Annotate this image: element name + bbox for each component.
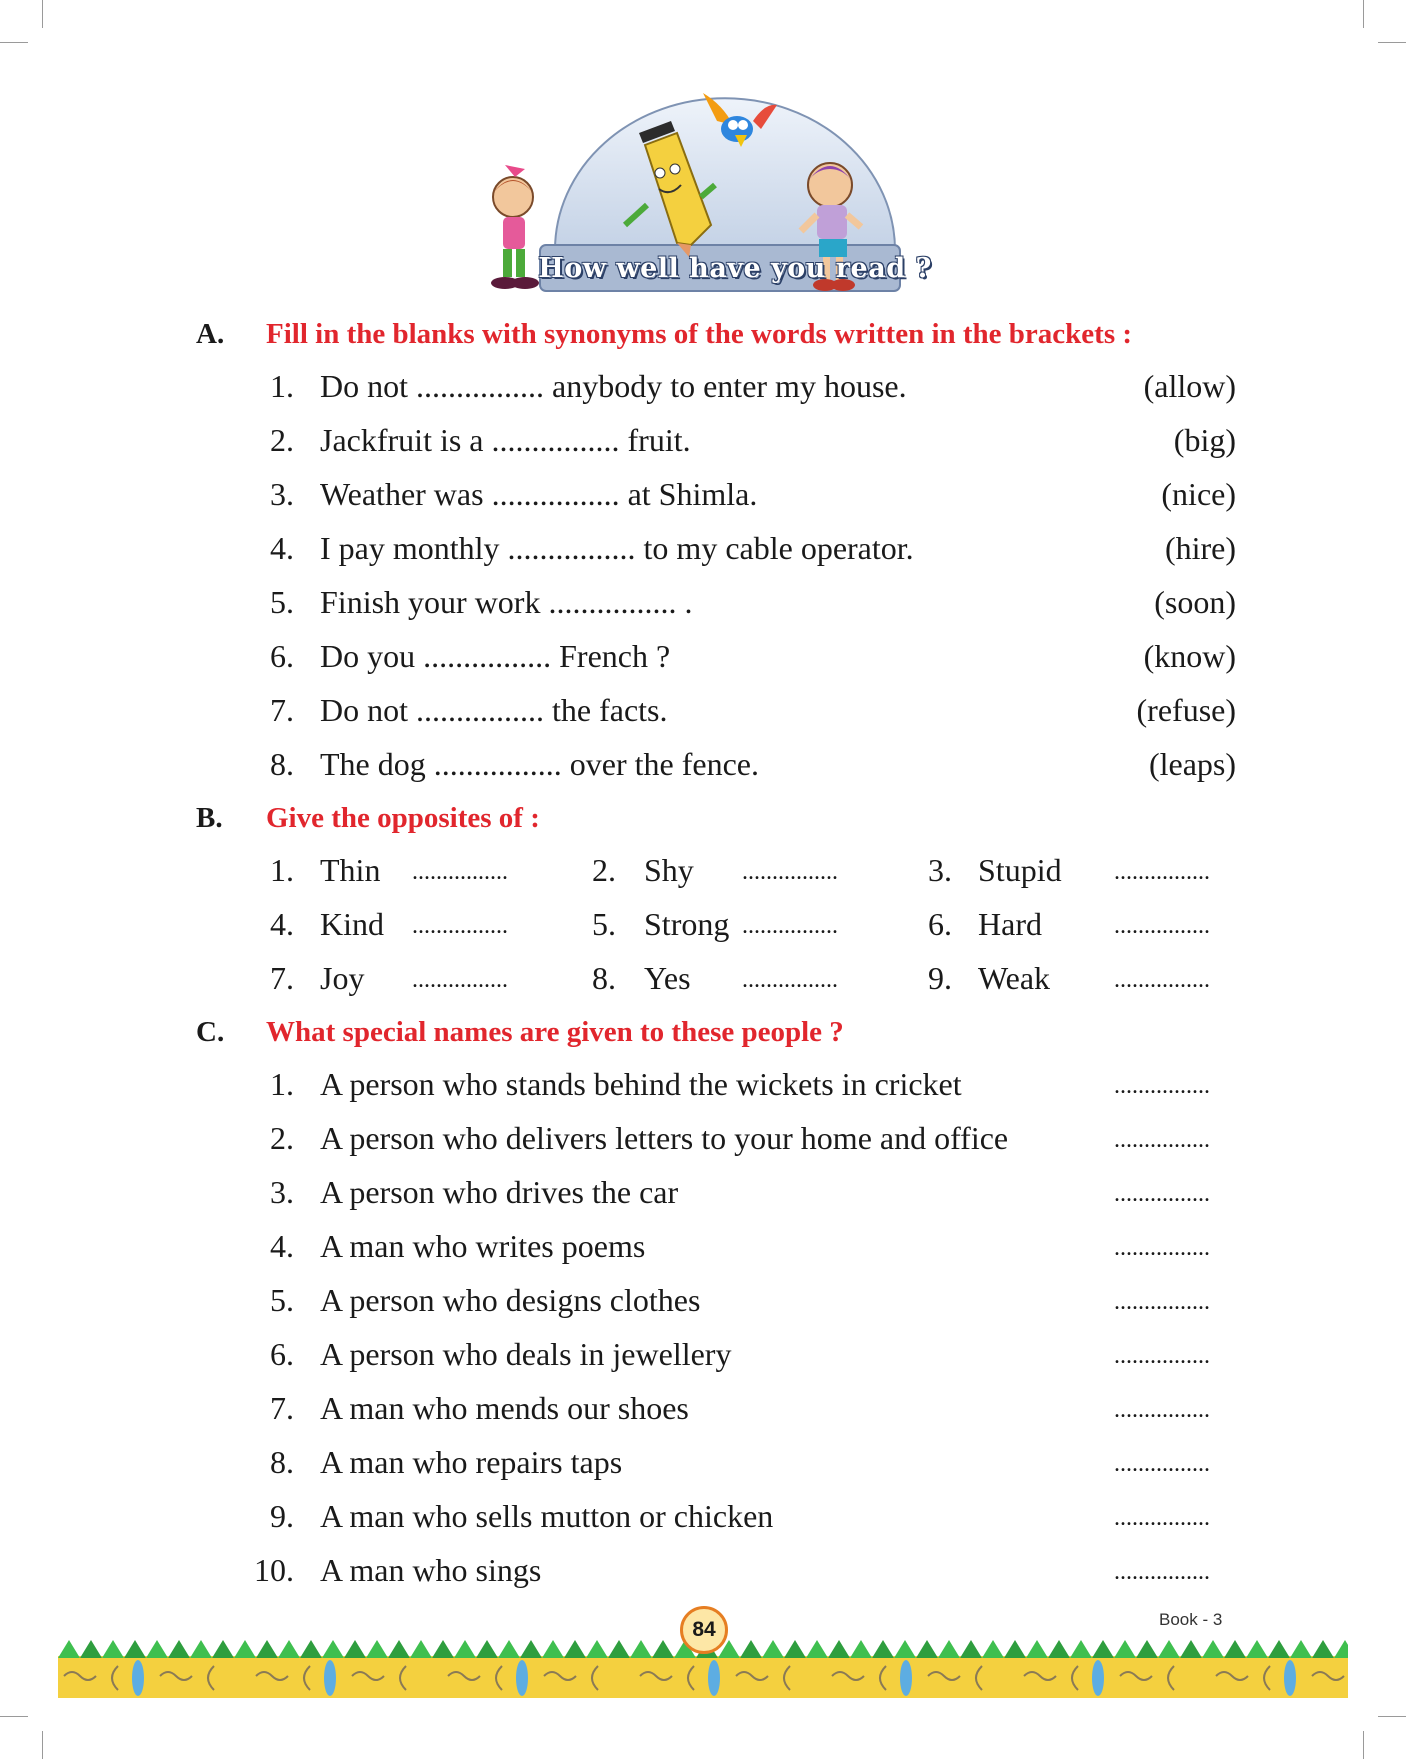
tree-icon <box>1004 1640 1026 1658</box>
list-item-number: 7. <box>270 692 294 728</box>
tree-icon <box>652 1640 674 1658</box>
tree-icon <box>58 1640 80 1658</box>
list-item-number: 2. <box>270 1120 294 1156</box>
tree-icon <box>1114 1640 1136 1658</box>
tree-icon <box>542 1640 564 1658</box>
list-item-text: A person who drives the car <box>320 1174 679 1210</box>
list-item-number: 7. <box>270 1390 294 1426</box>
opposite-item-number: 4. <box>270 906 294 942</box>
tree-icon <box>938 1640 960 1658</box>
tree-icon <box>1268 1640 1290 1658</box>
list-item-number: 5. <box>270 1282 294 1318</box>
opposite-item-blank: ................ <box>412 967 508 993</box>
list-item-text: The dog ................ over the fence. <box>320 746 759 782</box>
tree-icon <box>1334 1640 1348 1658</box>
list-item-text: Do not ................ the facts. <box>320 692 668 728</box>
tree-icon <box>850 1640 872 1658</box>
list-item-text: A person who delivers letters to your home and office <box>320 1120 1009 1156</box>
opposite-item-word: Shy <box>644 852 694 888</box>
opposite-item-blank: ................ <box>412 913 508 939</box>
water-shape <box>708 1660 720 1696</box>
girl-icon <box>491 165 539 289</box>
list-item-number: 4. <box>270 530 294 566</box>
list-item-hint: (big) <box>1173 422 1236 458</box>
tree-icon <box>454 1640 476 1658</box>
list-item-text: A man who writes poems <box>320 1228 646 1264</box>
tree-icon <box>784 1640 806 1658</box>
section-c-letter: C. <box>196 1016 225 1048</box>
list-item-text: Jackfruit is a ................ fruit. <box>320 422 691 458</box>
tree-icon <box>1048 1640 1070 1658</box>
tree-icon <box>278 1640 300 1658</box>
section-b-letter: B. <box>196 802 223 834</box>
list-item-text: A person who stands behind the wickets in cricket <box>320 1066 962 1102</box>
tree-icon <box>1290 1640 1312 1658</box>
opposite-item-blank: ................ <box>742 913 838 939</box>
water-shape <box>1284 1660 1296 1696</box>
crop-mark <box>1378 42 1406 43</box>
list-item-number: 8. <box>270 1444 294 1480</box>
tree-icon <box>982 1640 1004 1658</box>
tree-icon <box>146 1640 168 1658</box>
opposite-item-blank: ................ <box>1114 859 1210 885</box>
tree-icon <box>1136 1640 1158 1658</box>
tree-icon <box>520 1640 542 1658</box>
tree-icon <box>256 1640 278 1658</box>
opposite-item-number: 7. <box>270 960 294 996</box>
opposite-item-word: Strong <box>644 906 730 942</box>
list-item-text: A man who sells mutton or chicken <box>320 1498 774 1534</box>
tree-icon <box>498 1640 520 1658</box>
tree-icon <box>322 1640 344 1658</box>
opposite-item-word: Weak <box>978 960 1051 996</box>
tree-icon <box>740 1640 762 1658</box>
list-item-blank: ................ <box>1114 1181 1210 1207</box>
list-item-number: 2. <box>270 422 294 458</box>
list-item-text: I pay monthly ................ to my cable operator. <box>320 530 914 566</box>
crop-mark <box>42 1731 43 1759</box>
opposite-item-word: Thin <box>320 852 381 888</box>
tree-icon <box>916 1640 938 1658</box>
list-item-hint: (nice) <box>1161 476 1236 512</box>
list-item-blank: ................ <box>1114 1289 1210 1315</box>
opposite-item-word: Hard <box>978 906 1042 942</box>
list-item-blank: ................ <box>1114 1343 1210 1369</box>
opposite-item-number: 9. <box>928 960 952 996</box>
water-shape <box>1092 1660 1104 1696</box>
tree-icon <box>894 1640 916 1658</box>
water-shape <box>324 1660 336 1696</box>
list-item-text: A man who mends our shoes <box>320 1390 689 1426</box>
tree-icon <box>102 1640 124 1658</box>
opposite-item-blank: ................ <box>412 859 508 885</box>
tree-icon <box>1202 1640 1224 1658</box>
water-shape <box>516 1660 528 1696</box>
list-item-hint: (hire) <box>1164 530 1236 566</box>
tree-icon <box>1180 1640 1202 1658</box>
crop-mark <box>1378 1716 1406 1717</box>
list-item-number: 3. <box>270 476 294 512</box>
tree-icon <box>168 1640 190 1658</box>
list-item-hint: (refuse) <box>1136 692 1236 728</box>
crop-mark <box>0 1716 28 1717</box>
tree-icon <box>960 1640 982 1658</box>
water-shape <box>900 1660 912 1696</box>
opposite-item-number: 8. <box>592 960 616 996</box>
list-item-text: A man who repairs taps <box>320 1444 623 1480</box>
list-item-text: Weather was ................ at Shimla. <box>320 476 758 512</box>
tree-icon <box>1026 1640 1048 1658</box>
tree-icon <box>388 1640 410 1658</box>
list-item-number: 1. <box>270 368 294 404</box>
list-item-hint: (know) <box>1143 638 1236 674</box>
list-item-blank: ................ <box>1114 1451 1210 1477</box>
list-item-number: 9. <box>270 1498 294 1534</box>
list-item-hint: (leaps) <box>1148 746 1236 782</box>
banner-title: How well have you read ? <box>538 253 932 284</box>
list-item-blank: ................ <box>1114 1397 1210 1423</box>
tree-icon <box>1092 1640 1114 1658</box>
list-item-hint: (allow) <box>1143 368 1236 404</box>
opposite-item-word: Stupid <box>978 852 1062 888</box>
opposite-item-blank: ................ <box>742 859 838 885</box>
list-item-number: 8. <box>270 746 294 782</box>
list-item-text: Do not ................ anybody to enter my house. <box>320 368 907 404</box>
opposite-item-number: 3. <box>928 852 952 888</box>
list-item-blank: ................ <box>1114 1559 1210 1585</box>
water-shape <box>132 1660 144 1696</box>
tree-icon <box>234 1640 256 1658</box>
list-item-number: 6. <box>270 638 294 674</box>
list-item-text: A person who deals in jewellery <box>320 1336 732 1372</box>
crop-mark <box>42 0 43 28</box>
list-item-text: A person who designs clothes <box>320 1282 701 1318</box>
tree-icon <box>212 1640 234 1658</box>
tree-icon <box>762 1640 784 1658</box>
tree-icon <box>1070 1640 1092 1658</box>
tree-icon <box>476 1640 498 1658</box>
opposite-item-blank: ................ <box>1114 913 1210 939</box>
book-label: Book - 3 <box>1159 1610 1223 1629</box>
list-item-blank: ................ <box>1114 1235 1210 1261</box>
section-a-letter: A. <box>196 318 225 350</box>
list-item-text: Finish your work ................ . <box>320 584 693 620</box>
opposite-item-blank: ................ <box>742 967 838 993</box>
section-c-title: What special names are given to these people ? <box>266 1016 844 1048</box>
tree-icon <box>300 1640 322 1658</box>
tree-icon <box>586 1640 608 1658</box>
opposite-item-word: Joy <box>320 960 365 996</box>
opposite-item-number: 5. <box>592 906 616 942</box>
footer-ground <box>58 1656 1348 1698</box>
tree-icon <box>608 1640 630 1658</box>
list-item-number: 6. <box>270 1336 294 1372</box>
list-item-hint: (soon) <box>1154 584 1236 620</box>
tree-icon <box>366 1640 388 1658</box>
list-item-number: 5. <box>270 584 294 620</box>
list-item-number: 3. <box>270 1174 294 1210</box>
list-item-number: 4. <box>270 1228 294 1264</box>
tree-icon <box>190 1640 212 1658</box>
tree-icon <box>1158 1640 1180 1658</box>
section-b-title: Give the opposites of : <box>266 802 540 834</box>
tree-icon <box>80 1640 102 1658</box>
tree-icon <box>564 1640 586 1658</box>
list-item-blank: ................ <box>1114 1505 1210 1531</box>
tree-icon <box>1224 1640 1246 1658</box>
tree-icon <box>630 1640 652 1658</box>
tree-icon <box>124 1640 146 1658</box>
tree-icon <box>1312 1640 1334 1658</box>
tree-icon <box>432 1640 454 1658</box>
tree-icon <box>828 1640 850 1658</box>
tree-icon <box>344 1640 366 1658</box>
page-number: 84 <box>680 1606 728 1654</box>
list-item-blank: ................ <box>1114 1073 1210 1099</box>
list-item-number: 1. <box>270 1066 294 1102</box>
list-item-text: Do you ................ French ? <box>320 638 671 674</box>
opposite-item-number: 2. <box>592 852 616 888</box>
tree-icon <box>1246 1640 1268 1658</box>
crop-mark <box>0 42 28 43</box>
tree-icon <box>410 1640 432 1658</box>
opposite-item-word: Kind <box>320 906 384 942</box>
tree-icon <box>806 1640 828 1658</box>
tree-icon <box>872 1640 894 1658</box>
opposite-item-number: 6. <box>928 906 952 942</box>
crop-mark <box>1363 0 1364 28</box>
crop-mark <box>1363 1731 1364 1759</box>
section-a-title: Fill in the blanks with synonyms of the words written in the brackets : <box>266 318 1133 350</box>
opposite-item-number: 1. <box>270 852 294 888</box>
list-item-blank: ................ <box>1114 1127 1210 1153</box>
opposite-item-word: Yes <box>644 960 691 996</box>
list-item-text: A man who sings <box>320 1552 542 1588</box>
list-item-number: 10. <box>254 1552 294 1588</box>
opposite-item-blank: ................ <box>1114 967 1210 993</box>
